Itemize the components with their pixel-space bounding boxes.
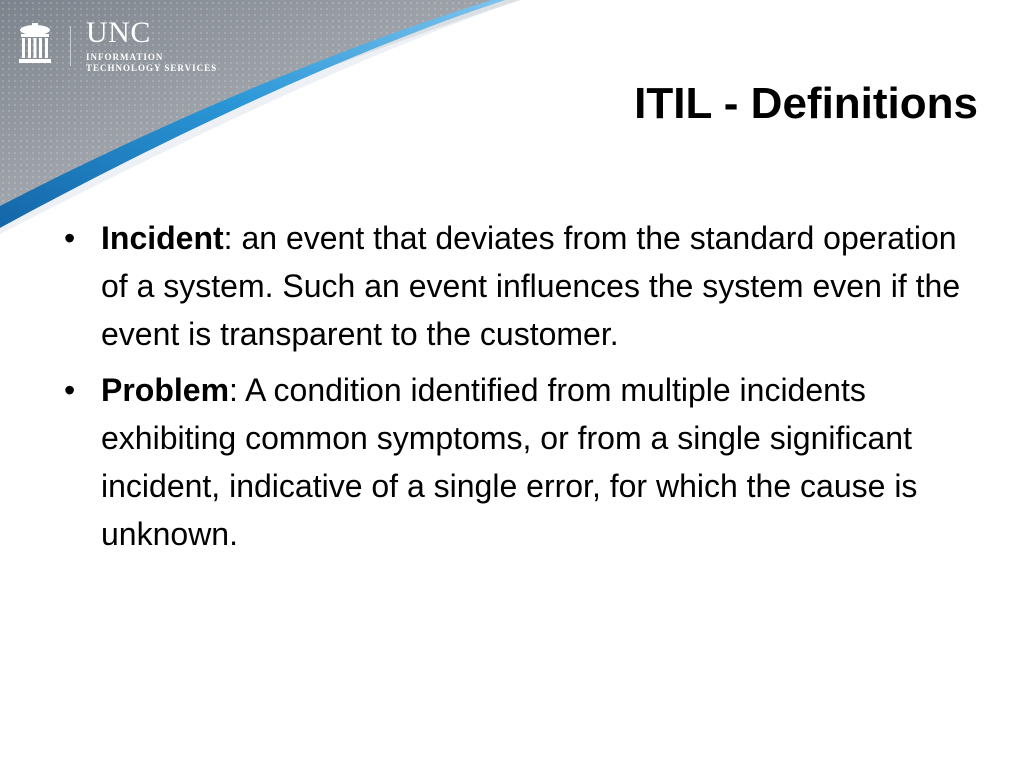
bullet-dot: • xyxy=(64,372,76,408)
bullet-item-incident xyxy=(64,214,984,358)
definition-incident: an event that deviates from the standard operation of a system. Such an event influences the system even if the event is transparent to the customer. xyxy=(101,220,961,352)
bullet-item-problem xyxy=(64,366,984,558)
term-separator: : xyxy=(223,220,233,256)
slide-title: ITIL - Definitions xyxy=(634,79,978,128)
old-well-icon xyxy=(18,22,52,68)
unc-its-logo xyxy=(18,16,238,74)
bullet-list xyxy=(64,214,984,566)
definition-problem: A condition identified from multiple incidents exhibiting common symptoms, or from a single significant incident, indicative of a single error, for which the cause is unknown. xyxy=(101,372,918,552)
logo-subtitle xyxy=(86,52,246,74)
term-separator: : xyxy=(229,372,238,408)
bullet-dot: • xyxy=(64,220,76,256)
logo-name: UNC xyxy=(86,16,151,49)
logo-divider xyxy=(70,26,71,66)
logo-subtitle-line2: TECHNOLOGY SERVICES xyxy=(86,63,218,73)
logo-subtitle-line1: INFORMATION xyxy=(86,52,164,62)
term-incident: Incident xyxy=(101,220,224,256)
term-problem: Problem xyxy=(101,372,230,408)
